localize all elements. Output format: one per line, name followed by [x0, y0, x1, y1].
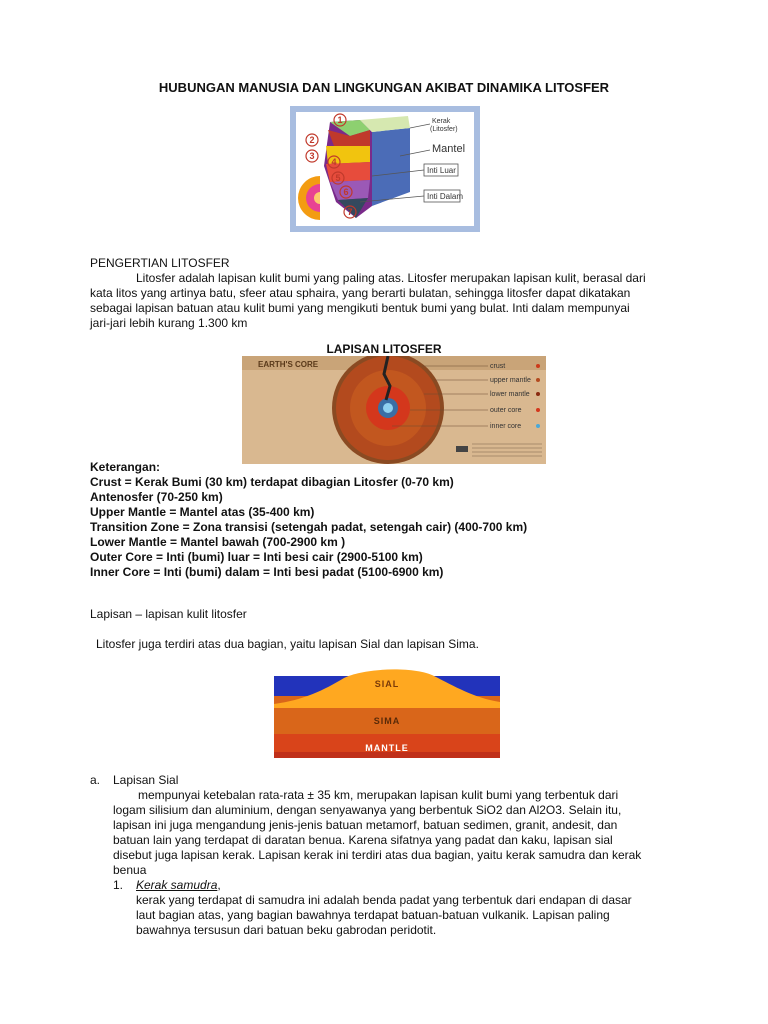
keterangan-line: Crust = Kerak Bumi (30 km) terdapat dibagian Litosfer (0-70 km) — [90, 475, 454, 489]
label-kerak: Kerak — [432, 118, 451, 125]
sublist-line: bawahnya tersusun dari batuan beku gabrodan peridotit. — [136, 923, 437, 937]
section-heading-pengertian: PENGERTIAN LITOSFER — [90, 256, 230, 270]
list-a-line: mempunyai ketebalan rata-rata ± 35 km, merupakan lapisan kulit bumi yang terbentuk dari — [138, 788, 619, 802]
label-inner-core: inner core — [490, 423, 522, 430]
figure-caption: LAPISAN LITOSFER — [326, 342, 442, 356]
keterangan-heading: Keterangan: — [90, 460, 161, 474]
list-a-line: logam silisium dan aluminium, dengan senyawanya yang berbentuk SiO2 dan Al2O3. Selain itu, — [113, 803, 622, 817]
num-3: 3 — [309, 151, 315, 161]
num-4: 4 — [331, 157, 337, 167]
label-inti-luar: Inti Luar — [427, 166, 456, 175]
sublist-marker-1: 1. — [113, 878, 124, 892]
keterangan-line: Antenosfer (70-250 km) — [90, 490, 223, 504]
section-heading-lapisan: Lapisan – lapisan kulit litosfer — [90, 607, 247, 621]
label-litosfer: (Litosfer) — [430, 126, 458, 133]
num-1: 1 — [337, 115, 343, 125]
paragraph-line: sebagai lapisan batuan atau kulit bumi yang mengikuti bentuk bumi yang bulat. Inti dalam mempunyai — [90, 301, 630, 315]
sublist-line: kerak yang terdapat di samudra ini adalah benda padat yang terbentuk dari endapan di dasar — [136, 893, 632, 907]
paragraph-line: kata litos yang artinya batu, sfeer atau sphaira, yang berarti bulatan, sehingga litosfer dapat dikatakan — [90, 286, 631, 300]
label-lower-mantle: lower mantle — [490, 391, 530, 398]
figure-header: EARTH'S CORE — [258, 360, 319, 369]
list-title-sial: Lapisan Sial — [113, 773, 179, 787]
label-sima: SIMA — [373, 716, 401, 726]
keterangan-line: Outer Core = Inti (bumi) luar = Inti besi cair (2900-5100 km) — [90, 550, 423, 564]
keterangan-line: Inner Core = Inti (bumi) dalam = Inti besi padat (5100-6900 km) — [90, 565, 444, 579]
section-intro: Litosfer juga terdiri atas dua bagian, yaitu lapisan Sial dan lapisan Sima. — [96, 637, 479, 651]
keterangan-line: Lower Mantle = Mantel bawah (700-2900 km ) — [90, 535, 346, 549]
label-mantle: MANTLE — [365, 743, 409, 753]
list-a-line: benua — [113, 863, 147, 877]
keterangan-line: Transition Zone = Zona transisi (setengah padat, setengah cair) (400-700 km) — [90, 520, 528, 534]
sublist-title-kerak-samudra — [136, 878, 221, 893]
paragraph-line: Litosfer adalah lapisan kulit bumi yang paling atas. Litosfer merupakan lapisan kulit, berasal dari — [136, 271, 646, 285]
earths-core-figure — [242, 356, 546, 464]
label-crust: crust — [490, 363, 506, 370]
num-5: 5 — [335, 173, 341, 183]
earth-layers-figure — [290, 106, 480, 232]
num-2: 2 — [309, 135, 315, 145]
list-marker-a: a. — [90, 773, 101, 787]
num-6: 6 — [343, 187, 349, 197]
label-sial: SIAL — [374, 679, 400, 689]
page-title: HUBUNGAN MANUSIA DAN LINGKUNGAN AKIBAT DINAMIKA LITOSFER — [158, 80, 610, 95]
label-outer-core: outer core — [490, 407, 522, 414]
num-7: 7 — [347, 207, 353, 217]
kerak-samudra-label: Kerak samudra — [136, 878, 218, 892]
sial-sima-figure — [274, 656, 500, 758]
list-a-line: disebut juga lapisan kerak. Lapisan kerak ini terdiri atas dua bagian, yaitu kerak samudra dan kerak — [113, 848, 642, 862]
list-a-line: batuan lain yang terdapat di daratan benua. Karena sifatnya yang padat dan kaku, lapisan sial — [113, 833, 613, 847]
comma: , — [217, 878, 221, 892]
keterangan-line: Upper Mantle = Mantel atas (35-400 km) — [90, 505, 315, 519]
label-upper-mantle: upper mantle — [490, 377, 531, 384]
label-inti-dalam: Inti Dalam — [427, 192, 464, 201]
sublist-line: laut bagian atas, yang bagian bawahnya terdapat batuan-batuan vulkanik. Lapisan paling — [136, 908, 610, 922]
label-mantel: Mantel — [432, 143, 466, 155]
paragraph-line: jari-jari lebih kurang 1.300 km — [90, 316, 248, 330]
list-a-line: lapisan ini juga mengandung jenis-jenis batuan metamorf, batuan sedimen, granit, andesit, dan — [113, 818, 618, 832]
